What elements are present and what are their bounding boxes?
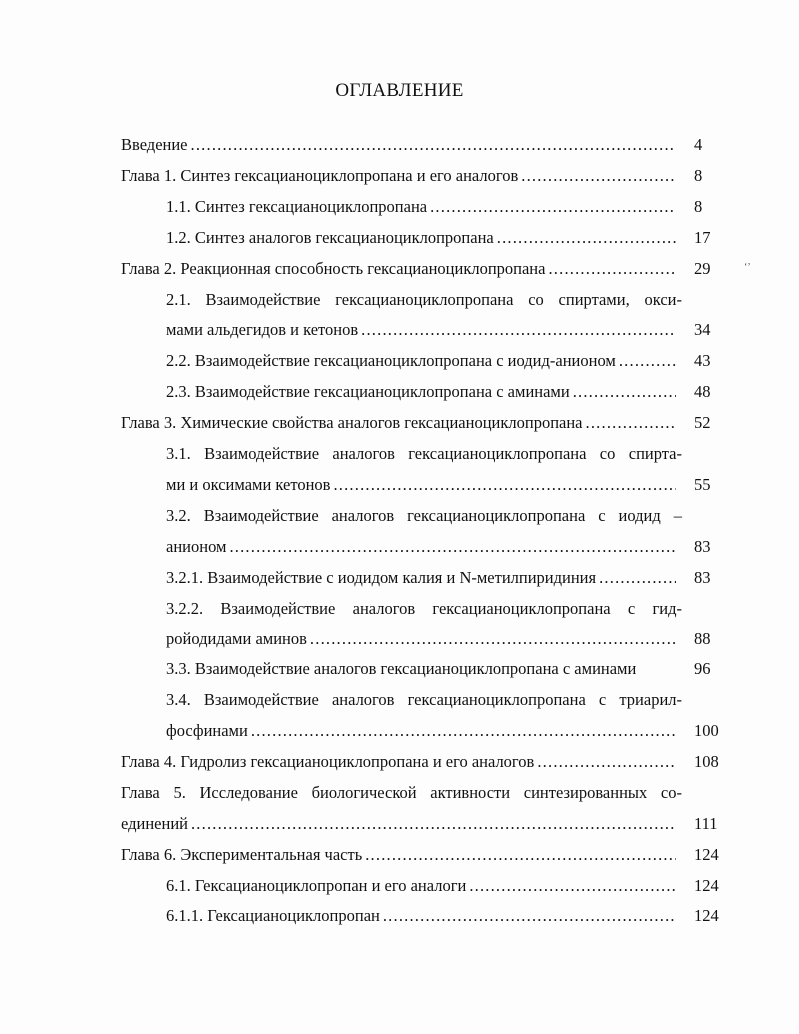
toc-page-number: 88 xyxy=(694,629,711,648)
toc-entry-section-1-2[interactable] xyxy=(166,226,679,250)
toc-entry-title: анионом xyxy=(166,537,227,556)
toc-entry-title: единений xyxy=(121,814,188,833)
toc-page-number: 124 xyxy=(694,906,719,925)
toc-entry-title: 3.2.1. Взаимодействие с иодидом калия и N-метилпиридиния xyxy=(166,568,597,587)
toc-entry-title: Глава 1. Синтез гексацианоциклопропана и его аналогов xyxy=(121,166,519,185)
toc-entry-title: 2.3. Взаимодействие гексацианоциклопропана с аминами xyxy=(166,382,570,401)
leader-dots xyxy=(469,874,676,898)
leader-dots xyxy=(361,318,676,342)
leader-dots xyxy=(191,133,676,157)
toc-entry-title: 1.2. Синтез аналогов гексацианоциклопропана xyxy=(166,228,494,247)
toc-entry-chapter-1[interactable] xyxy=(121,164,679,188)
toc-page-number: 55 xyxy=(694,475,711,494)
toc-page-number: 83 xyxy=(694,537,711,556)
toc-page-number: 8 xyxy=(694,166,703,185)
toc-entry-title: Глава 6. Экспериментальная часть xyxy=(121,845,363,864)
toc-entry-section-3-2-1[interactable] xyxy=(166,566,679,590)
leader-dots xyxy=(497,226,676,250)
toc-entry-section-6-1-1[interactable] xyxy=(166,904,679,928)
leader-dots xyxy=(251,719,676,743)
toc-entry-title: ройодидами аминов xyxy=(166,629,307,648)
leader-dots xyxy=(333,473,676,497)
toc-page-number: 52 xyxy=(694,413,711,432)
toc-page-number: 17 xyxy=(694,228,711,247)
toc-entry-title: 1.1. Синтез гексацианоциклопропана xyxy=(166,197,428,216)
leader-dots xyxy=(365,843,676,867)
toc-page-number: 100 xyxy=(694,721,719,740)
toc-entry-title: Глава 2. Реакционная способность гексацианоциклопропана xyxy=(121,259,546,278)
toc-entry-title: Введение xyxy=(121,135,188,154)
toc-entry-introduction[interactable] xyxy=(121,133,679,157)
toc-entry-chapter-4[interactable] xyxy=(121,750,679,774)
toc-entry-section-3-2-line-1[interactable]: 3.2. Взаимодействие аналогов гексацианоциклопропана с иодид – xyxy=(166,506,682,525)
leader-dots xyxy=(537,750,676,774)
leader-dots xyxy=(548,257,676,281)
leader-dots xyxy=(191,812,676,836)
toc-entry-title: Глава 3. Химические свойства аналогов гексацианоциклопропана xyxy=(121,413,583,432)
toc-page-number: 108 xyxy=(694,752,719,771)
toc-entry-section-3-4[interactable] xyxy=(166,719,679,743)
toc-page-number: 48 xyxy=(694,382,711,401)
toc-entry-section-3-1-line-1[interactable]: 3.1. Взаимодействие аналогов гексацианоциклопропана со спирта- xyxy=(166,444,682,463)
toc-entry-section-2-1[interactable] xyxy=(166,318,679,342)
toc-entry-section-2-2[interactable] xyxy=(166,349,679,373)
toc-entry-title: 6.1.1. Гексацианоциклопропан xyxy=(166,906,380,925)
page-title: ОГЛАВЛЕНИЕ xyxy=(335,80,464,101)
toc-entry-title: ми и оксимами кетонов xyxy=(166,475,331,494)
toc-page-number: 96 xyxy=(694,659,711,678)
toc-entry-section-3-2-2[interactable] xyxy=(166,627,679,651)
toc-entry-section-3-4-line-1[interactable]: 3.4. Взаимодействие аналогов гексацианоциклопропана с триарил- xyxy=(166,690,682,709)
leader-dots xyxy=(573,380,676,404)
toc-page-number: 124 xyxy=(694,876,719,895)
toc-page-number: 29 xyxy=(694,259,711,278)
toc-page-number: 83 xyxy=(694,568,711,587)
toc-page-number: 124 xyxy=(694,845,719,864)
toc-entry-chapter-3[interactable] xyxy=(121,411,679,435)
toc-entry-section-2-1-line-1[interactable]: 2.1. Взаимодействие гексацианоциклопропана со спиртами, окси- xyxy=(166,290,682,309)
leader-dots xyxy=(521,164,676,188)
toc-entry-title: 6.1. Гексацианоциклопропан и его аналоги xyxy=(166,876,467,895)
leader-dots xyxy=(586,411,676,435)
toc-page-number: 111 xyxy=(694,814,718,833)
toc-entry-chapter-5[interactable] xyxy=(121,812,679,836)
leader-dots xyxy=(619,349,676,373)
scan-speck: ‘’ xyxy=(744,262,751,273)
toc-entry-section-2-3[interactable] xyxy=(166,380,679,404)
toc-page-number: 4 xyxy=(694,135,703,154)
toc-entry-title: 2.2. Взаимодействие гексацианоциклопропана с иодид-анионом xyxy=(166,351,616,370)
toc-entry-chapter-2[interactable] xyxy=(121,257,679,281)
leader-dots xyxy=(229,535,676,559)
toc-page-number: 8 xyxy=(694,197,703,216)
leader-dots xyxy=(383,904,676,928)
toc-entry-chapter-5-line-1[interactable]: Глава 5. Исследование биологической активности синтезированных со- xyxy=(121,783,682,802)
toc-entry-title: мами альдегидов и кетонов xyxy=(166,320,359,339)
toc-page-number: 43 xyxy=(694,351,711,370)
toc-entry-section-3-2-2-line-1[interactable]: 3.2.2. Взаимодействие аналогов гексацианоциклопропана с гид- xyxy=(166,599,682,618)
toc-entry-section-1-1[interactable] xyxy=(166,195,679,219)
leader-dots xyxy=(430,195,676,219)
toc-entry-section-6-1[interactable] xyxy=(166,874,679,898)
toc-entry-section-3-2[interactable] xyxy=(166,535,679,559)
leader-dots xyxy=(310,627,676,651)
toc-entry-title: фосфинами xyxy=(166,721,248,740)
leader-dots xyxy=(599,566,676,590)
toc-entry-section-3-1[interactable] xyxy=(166,473,679,497)
toc-entry-section-3-3[interactable]: 3.3. Взаимодействие аналогов гексацианоциклопропана с аминами xyxy=(166,659,637,678)
toc-page-number: 34 xyxy=(694,320,711,339)
toc-entry-chapter-6[interactable] xyxy=(121,843,679,867)
toc-entry-title: Глава 4. Гидролиз гексацианоциклопропана и его аналогов xyxy=(121,752,535,771)
